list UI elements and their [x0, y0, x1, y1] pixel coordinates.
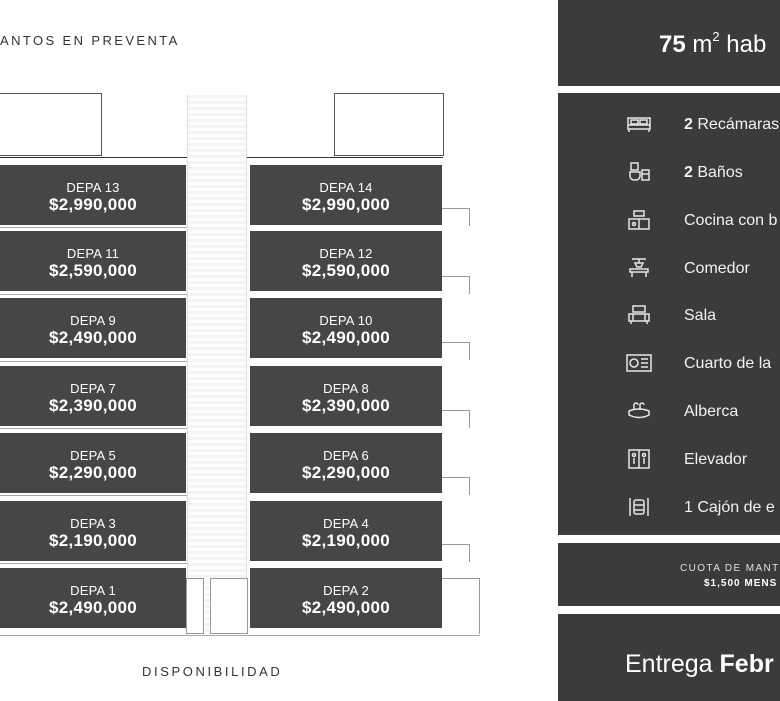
maintenance-fee-label: CUOTA DE MANT [680, 563, 780, 574]
feature-bedrooms [558, 110, 780, 140]
apartment-depa-1[interactable] [0, 568, 186, 628]
feature-text: Baños [697, 164, 743, 181]
ground-floor-frame [442, 578, 480, 634]
slab-line [0, 563, 187, 564]
apartment-depa-8[interactable] [250, 366, 442, 426]
apartment-name: DEPA 9 [70, 313, 116, 328]
feature-label [684, 212, 777, 230]
apartment-depa-14[interactable] [250, 165, 442, 225]
features-list [558, 93, 780, 535]
apartment-price: $2,190,000 [48, 531, 138, 550]
feature-dining [558, 254, 780, 284]
apartment-name: DEPA 7 [70, 381, 116, 396]
ground-floor-frame [186, 578, 204, 634]
apartment-depa-13[interactable] [0, 165, 186, 225]
apartment-price: $2,990,000 [301, 195, 391, 214]
apartment-name: DEPA 4 [323, 516, 369, 531]
page-title: ANTOS EN PREVENTA [0, 33, 180, 48]
parking-icon [626, 496, 652, 518]
feature-label [684, 451, 747, 469]
slab-line [0, 227, 187, 228]
apartment-depa-6[interactable] [250, 433, 442, 493]
ground-line [0, 635, 480, 636]
area-text [659, 29, 766, 59]
feature-label [684, 260, 750, 278]
feature-label [684, 403, 738, 421]
slab-line [0, 294, 187, 295]
availability-label: DISPONIBILIDAD [142, 664, 283, 679]
apartment-price: $2,490,000 [301, 598, 391, 617]
feature-count: 2 [684, 164, 693, 181]
balcony [442, 342, 470, 360]
maintenance-fee-value: $1,500 MENS [704, 578, 778, 589]
elevator-icon [626, 448, 652, 470]
delivery-box [558, 614, 780, 701]
apartment-depa-5[interactable] [0, 433, 186, 493]
apartment-depa-9[interactable] [0, 298, 186, 358]
feature-elevator [558, 445, 780, 475]
apartment-name: DEPA 13 [66, 180, 120, 195]
pool-icon [626, 400, 652, 422]
area-box [558, 0, 780, 86]
balcony [442, 544, 470, 562]
apartment-price: $2,590,000 [48, 261, 138, 280]
feature-text: Alberca [684, 403, 739, 420]
feature-text: Sala [684, 307, 717, 324]
stair-shaft [187, 95, 247, 636]
delivery-text [625, 650, 774, 679]
apartment-depa-4[interactable] [250, 501, 442, 561]
sofa-icon [626, 304, 652, 326]
feature-text: Cocina con b [684, 212, 778, 229]
bed-icon [626, 113, 652, 135]
apartment-price: $2,290,000 [301, 463, 391, 482]
bathroom-icon [626, 161, 652, 183]
delivery-date: Febr [719, 650, 774, 678]
apartment-depa-12[interactable] [250, 231, 442, 291]
apartment-name: DEPA 8 [323, 381, 369, 396]
apartment-name: DEPA 11 [66, 246, 120, 261]
kitchen-icon [626, 209, 652, 231]
feature-bathrooms [558, 158, 780, 188]
feature-label [684, 355, 771, 373]
apartment-price: $2,490,000 [48, 598, 138, 617]
apartment-name: DEPA 6 [323, 448, 369, 463]
laundry-icon [626, 352, 652, 374]
balcony [442, 208, 470, 226]
feature-living-room [558, 301, 780, 331]
feature-text: 1 Cajón de e [684, 499, 775, 516]
feature-label [684, 164, 743, 182]
feature-pool [558, 397, 780, 427]
area-unit-exponent: 2 [712, 29, 720, 44]
apartment-price: $2,290,000 [48, 463, 138, 482]
feature-text: Elevador [684, 451, 748, 468]
feature-parking [558, 493, 780, 523]
feature-label [684, 307, 716, 325]
feature-count: 2 [684, 116, 693, 133]
roof-structure-left [0, 93, 102, 156]
apartment-name: DEPA 2 [323, 583, 369, 598]
area-rest: hab [726, 31, 767, 58]
feature-text: Cuarto de la [684, 355, 772, 372]
apartment-name: DEPA 12 [319, 246, 373, 261]
balcony [442, 276, 470, 294]
apartment-depa-2[interactable] [250, 568, 442, 628]
dining-icon [626, 257, 652, 279]
apartment-depa-10[interactable] [250, 298, 442, 358]
balcony [442, 410, 470, 428]
balcony [442, 477, 470, 495]
apartment-price: $2,190,000 [301, 531, 391, 550]
apartment-price: $2,390,000 [48, 396, 138, 415]
area-unit: m [692, 31, 713, 58]
feature-kitchen [558, 206, 780, 236]
apartment-depa-7[interactable] [0, 366, 186, 426]
info-panel [558, 0, 780, 701]
apartment-name: DEPA 3 [70, 516, 116, 531]
slab-line [0, 428, 187, 429]
roof-structure-right [334, 93, 444, 156]
maintenance-fee-box [558, 543, 780, 606]
apartment-name: DEPA 10 [319, 313, 373, 328]
feature-label [684, 499, 775, 517]
slab-line [0, 361, 187, 362]
feature-text: Recámaras [697, 116, 780, 133]
roof-line-right [247, 157, 443, 158]
feature-laundry [558, 349, 780, 379]
area-value: 75 [659, 31, 686, 58]
apartment-depa-11[interactable] [0, 231, 186, 291]
feature-label [684, 116, 779, 134]
feature-text: Comedor [684, 260, 750, 277]
roof-line-left [0, 157, 187, 158]
apartment-price: $2,490,000 [301, 328, 391, 347]
apartment-depa-3[interactable] [0, 501, 186, 561]
apartment-price: $2,590,000 [301, 261, 391, 280]
apartment-name: DEPA 5 [70, 448, 116, 463]
apartment-price: $2,490,000 [48, 328, 138, 347]
delivery-prefix: Entrega [625, 650, 713, 678]
apartment-price: $2,390,000 [301, 396, 391, 415]
slab-line [0, 495, 187, 496]
apartment-name: DEPA 14 [319, 180, 373, 195]
apartment-price: $2,990,000 [48, 195, 138, 214]
apartment-name: DEPA 1 [70, 583, 116, 598]
ground-floor-frame [210, 578, 248, 634]
